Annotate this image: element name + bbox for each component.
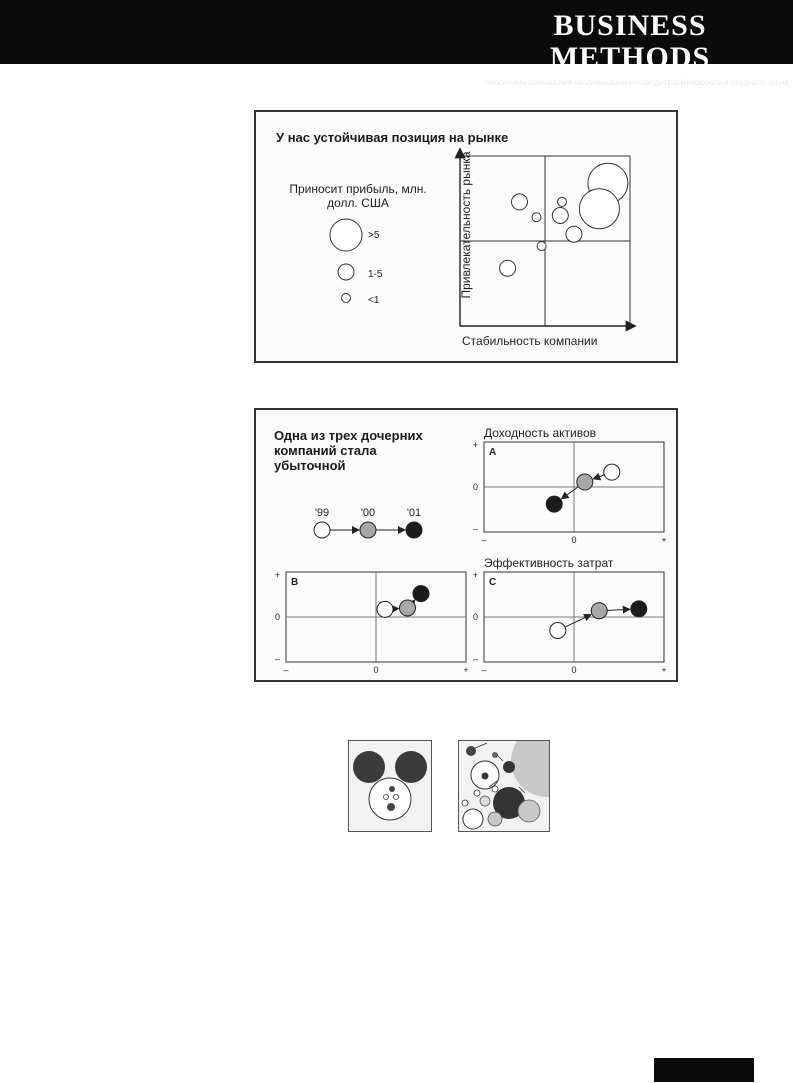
subchart-point: [377, 601, 393, 617]
brand-title: BUSINESS METHODS: [549, 9, 711, 74]
subchart-y-tick: 0: [472, 612, 478, 622]
market-position-panel: [254, 110, 678, 363]
thumb2-bubble: [480, 796, 490, 806]
thumb1-eye-left: [384, 795, 389, 800]
chart1-legend-label-large: >5: [368, 230, 380, 241]
subchart-point: [604, 464, 620, 480]
subchart-point: [546, 496, 562, 512]
subchart-c-title: Эффективность затрат: [484, 556, 614, 570]
subchart-x-tick: +: [661, 535, 667, 545]
subchart-y-tick: –: [472, 524, 478, 534]
chart1-point: [558, 197, 567, 206]
subchart-point: [591, 603, 607, 619]
subchart-point: [577, 474, 593, 490]
page-number-tab: [654, 1058, 754, 1082]
chart2-legend-year: '01: [406, 507, 422, 519]
subchart-label: C: [489, 577, 497, 588]
chart2-legend-marker: [406, 522, 422, 538]
page-header: [0, 0, 793, 87]
thumb2-dot: [492, 786, 498, 792]
subchart-x-tick: –: [481, 665, 487, 675]
subchart-arrow: [562, 487, 578, 499]
thumb2-bubble: [463, 809, 483, 829]
chart2-plots: [256, 410, 676, 680]
subchart-label: A: [489, 447, 497, 458]
subchart-x-tick: –: [481, 535, 487, 545]
subchart-y-tick: –: [472, 654, 478, 664]
subchart-arrow: [594, 475, 604, 479]
chart1-title: У нас устойчивая позиция на рынке: [276, 130, 509, 145]
chart1-legend-marker: [342, 294, 351, 303]
chart1-point: [552, 208, 568, 224]
thumb2-bubble: [488, 812, 502, 826]
subchart-y-tick: –: [274, 654, 280, 664]
subchart-y-tick: +: [472, 570, 478, 580]
subchart-point: [631, 601, 647, 617]
chart2-title: Одна из трех дочерних компаний стала убыточной: [274, 428, 423, 473]
subchart-point: [550, 623, 566, 639]
chart1-legend-marker: [338, 264, 354, 280]
subchart-x-tick: +: [463, 665, 469, 675]
subchart-y-tick: 0: [472, 482, 478, 492]
chart1-legend-title: Приносит прибыль, млн. долл. США: [289, 182, 427, 210]
thumb2-dot: [474, 790, 480, 796]
thumb2-dot: [482, 773, 489, 780]
thumb1-ear-right: [395, 751, 427, 783]
thumb1-ear-left: [353, 751, 385, 783]
subchart-label: B: [291, 577, 299, 588]
chart1-plot: [256, 112, 676, 361]
chart1-point: [537, 242, 546, 251]
thumb2-arrow: [473, 743, 487, 749]
chart2-legend-marker: [360, 522, 376, 538]
brand-logo: [485, 9, 789, 87]
chart1-point: [500, 260, 516, 276]
thumb1-face: [369, 778, 411, 820]
subchart-y-tick: +: [274, 570, 280, 580]
chart1-legend-label-small: <1: [368, 295, 380, 306]
chart1-legend-label-medium: 1-5: [368, 269, 383, 280]
chart2-legend-marker: [314, 522, 330, 538]
subchart-x-tick: +: [661, 665, 667, 675]
subchart-x-tick: 0: [571, 535, 577, 545]
chart1-ylabel: Привлекательность рынка: [459, 151, 473, 299]
subsidiaries-panel: [254, 408, 678, 682]
thumb2-big-bubble: [511, 741, 549, 797]
thumb2-dot: [462, 800, 468, 806]
chart1-legend-marker: [330, 219, 362, 251]
subchart-a-title: Доходность активов: [484, 426, 597, 440]
thumb2-dot: [503, 761, 515, 773]
subchart-x-tick: 0: [571, 665, 577, 675]
subchart-y-tick: +: [472, 440, 478, 450]
thumb2-dot: [466, 746, 476, 756]
mickey-thumbnail: [348, 740, 432, 832]
chart1-point: [532, 213, 541, 222]
subchart-y-tick: 0: [274, 612, 280, 622]
thumb1-eye-right: [394, 795, 399, 800]
subchart-point: [413, 586, 429, 602]
clutter-thumbnail: [458, 740, 550, 832]
brand-rule: [485, 76, 775, 78]
subchart-arrow: [607, 609, 629, 610]
chart2-legend-year: '99: [314, 507, 330, 519]
chart1-point: [566, 226, 582, 242]
chart2-legend-year: '00: [360, 507, 376, 519]
brand-tagline: ПРОГРАММЫ ПОВЫШЕНИЯ КВАЛИФИКАЦИИ РУКОВОДИТЕЛЕЙ НИЗОВОГО И СРЕДНЕГО ЗВЕНА: [485, 80, 789, 87]
chart1-point: [579, 189, 619, 229]
thumb1-dot-top: [389, 786, 395, 792]
thumb1-nose: [387, 803, 395, 811]
subchart-x-tick: 0: [373, 665, 379, 675]
thumb2-bubble: [518, 800, 540, 822]
subchart-x-tick: –: [283, 665, 289, 675]
chart1-xlabel: Стабильность компании: [462, 334, 598, 348]
thumb2-arrow: [497, 755, 503, 761]
subchart-point: [400, 600, 416, 616]
chart1-point: [512, 194, 528, 210]
